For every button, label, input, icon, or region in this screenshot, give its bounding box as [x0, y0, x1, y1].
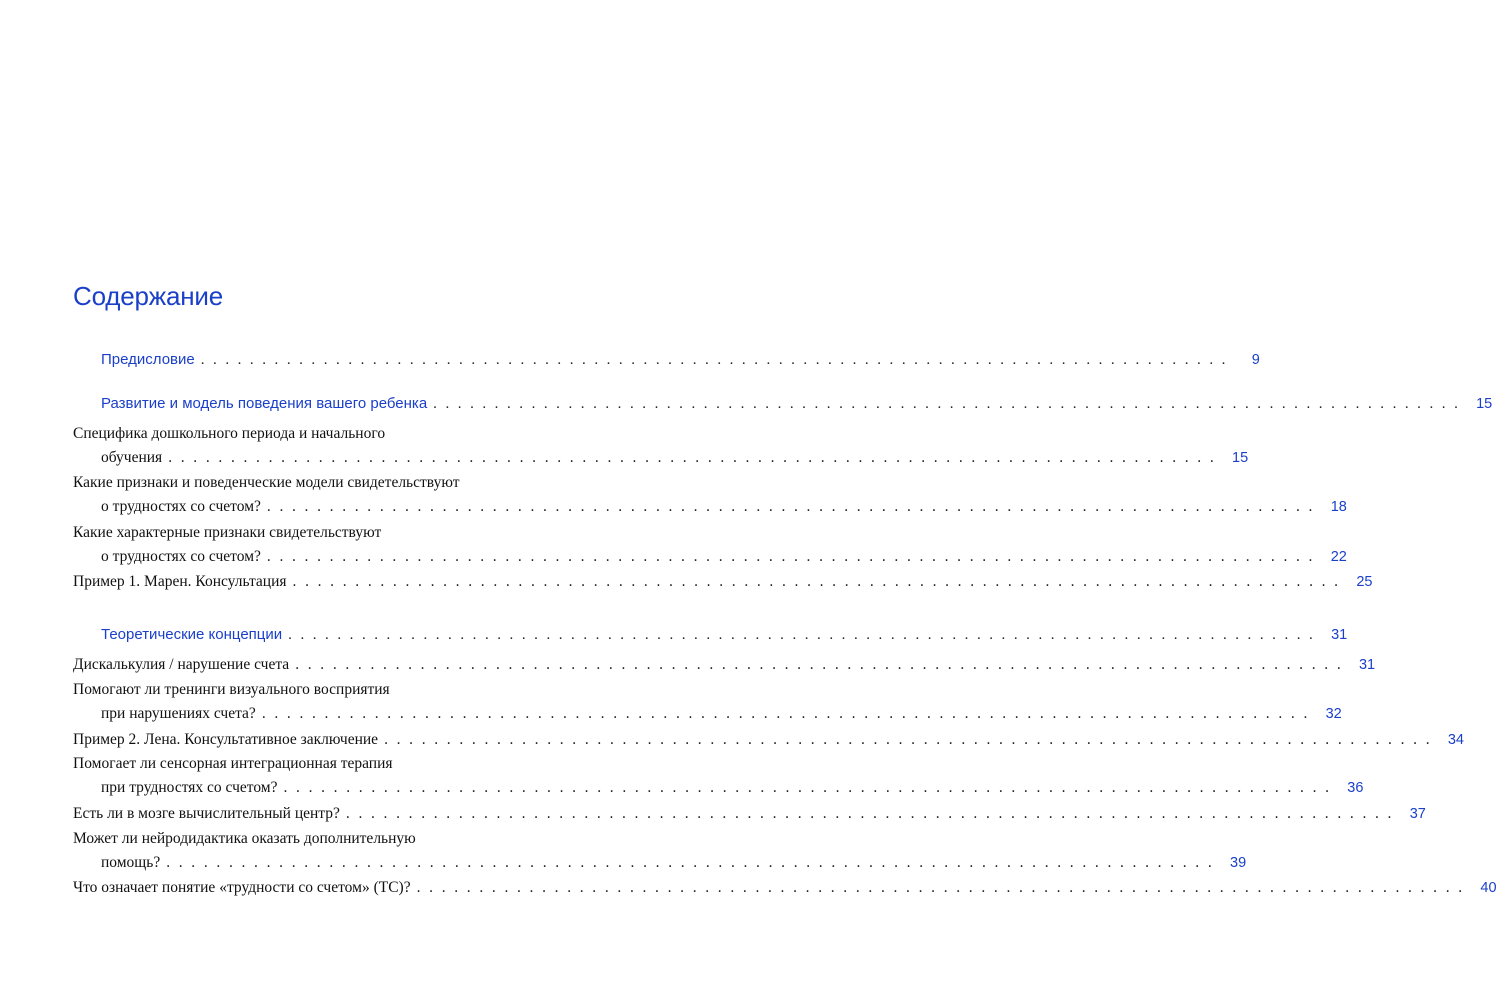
toc-leader-dots: . . . . . . . . . . . . . . . . . . . . . . . . . . . . . . . . . . . . . . . . . . . . . . . . . . . . . . . . . . . . . . . . . . . . . . . . . . . . . . . . . . . . [266, 548, 1315, 565]
toc-entry[interactable] [73, 752, 1364, 800]
toc-leader-dots: . . . . . . . . . . . . . . . . . . . . . . . . . . . . . . . . . . . . . . . . . . . . . . . . . . . . . . . . . . . . . . . . . . . . . . . . . . . . . . . . . . . . [266, 498, 1315, 515]
toc-leader-dots: . . . . . . . . . . . . . . . . . . . . . . . . . . . . . . . . . . . . . . . . . . . . . . . . . . . . . . . . . . . . . . . . . . . . . . . . . . . . . . . . . . . . [166, 854, 1215, 871]
toc-entry-title: Предисловие [101, 351, 195, 368]
toc-entry-title: Что означает понятие «трудности со счетом» (ТС)? [73, 879, 411, 896]
toc-entry-title-line2: помощь? [101, 854, 161, 871]
toc-entry-title-line2: о трудностях со счетом? [101, 548, 261, 565]
toc-page-number: 40 [1480, 880, 1497, 896]
toc-entry[interactable] [73, 653, 1376, 677]
toc-entry-title: Пример 1. Марен. Консультация [73, 573, 287, 590]
toc-page-number: 36 [1347, 780, 1364, 796]
toc-leader-dots: . . . . . . . . . . . . . . . . . . . . . . . . . . . . . . . . . . . . . . . . . . . . . . . . . . . . . . . . . . . . . . . . . . . . . . . . . . . . . . . . . . . . [416, 879, 1465, 896]
toc-page-number: 34 [1447, 732, 1464, 748]
toc-leader-dots: . . . . . . . . . . . . . . . . . . . . . . . . . . . . . . . . . . . . . . . . . . . . . . . . . . . . . . . . . . . . . . . . . . . . . . . . . . . . . . . . . . . . [261, 705, 1310, 722]
toc-page-number: 25 [1356, 574, 1373, 590]
toc-entry[interactable] [73, 802, 1426, 826]
toc-entry-title-line1: Помогает ли сенсорная интеграционная терапия [73, 755, 393, 772]
toc-entry-title: Теоретические концепции [101, 626, 283, 643]
toc-entry-title-line1: Какие признаки и поведенческие модели свидетельствуют [73, 474, 460, 491]
toc-leader-dots: . . . . . . . . . . . . . . . . . . . . . . . . . . . . . . . . . . . . . . . . . . . . . . . . . . . . . . . . . . . . . . . . . . . . . . . . . . . . . . . . . . . . [288, 627, 1316, 643]
toc-page-number: 18 [1330, 499, 1347, 515]
toc-leader-dots: . . . . . . . . . . . . . . . . . . . . . . . . . . . . . . . . . . . . . . . . . . . . . . . . . . . . . . . . . . . . . . . . . . . . . . . . . . . . . . . . . . . . [345, 805, 1394, 822]
toc-page-number: 15 [1232, 450, 1249, 466]
toc-leader-dots: . . . . . . . . . . . . . . . . . . . . . . . . . . . . . . . . . . . . . . . . . . . . . . . . . . . . . . . . . . . . . . . . . . . . . . . . . . . . . . . . . . . . [292, 573, 1341, 590]
toc-leader-dots: . . . . . . . . . . . . . . . . . . . . . . . . . . . . . . . . . . . . . . . . . . . . . . . . . . . . . . . . . . . . . . . . . . . . . . . . . . . . . . . . . . . . [384, 731, 1432, 748]
toc-entry-title-line2: при нарушениях счета? [101, 705, 256, 722]
toc-entry[interactable] [73, 471, 1347, 519]
toc-entry-section[interactable] [73, 348, 1260, 372]
toc-entry[interactable] [73, 827, 1247, 875]
toc-page-number: 32 [1325, 706, 1342, 722]
toc-entry-title: Развитие и модель поведения вашего ребенка [101, 395, 428, 412]
toc-entry[interactable] [73, 422, 1249, 470]
toc-leader-dots: . . . . . . . . . . . . . . . . . . . . . . . . . . . . . . . . . . . . . . . . . . . . . . . . . . . . . . . . . . . . . . . . . . . . . . . . . . . . . . . . . . . . [200, 352, 1228, 368]
toc-page-number: 37 [1409, 806, 1426, 822]
toc-entry[interactable] [73, 876, 1497, 900]
toc-entry-title-line1: Может ли нейродидактика оказать дополнительную [73, 830, 416, 847]
toc-page-number: 31 [1331, 627, 1348, 643]
toc-page-number: 22 [1330, 549, 1347, 565]
toc-entry-section[interactable] [73, 392, 1493, 416]
page-title: Содержание [73, 281, 223, 311]
toc-entry[interactable] [73, 570, 1373, 594]
toc-entry-title-line2: при трудностях со счетом? [101, 779, 278, 796]
toc-leader-dots: . . . . . . . . . . . . . . . . . . . . . . . . . . . . . . . . . . . . . . . . . . . . . . . . . . . . . . . . . . . . . . . . . . . . . . . . . . . . . . . . . . . . [433, 396, 1461, 412]
toc-leader-dots: . . . . . . . . . . . . . . . . . . . . . . . . . . . . . . . . . . . . . . . . . . . . . . . . . . . . . . . . . . . . . . . . . . . . . . . . . . . . . . . . . . . . [283, 779, 1332, 796]
toc-entry-title-line2: о трудностях со счетом? [101, 498, 261, 515]
toc-page-number: 31 [1358, 657, 1376, 673]
toc-entry[interactable] [73, 521, 1347, 569]
toc-entry-title: Дискалькулия / нарушение счета [73, 656, 290, 673]
toc-leader-dots: . . . . . . . . . . . . . . . . . . . . . . . . . . . . . . . . . . . . . . . . . . . . . . . . . . . . . . . . . . . . . . . . . . . . . . . . . . . . . . . . . . . . [295, 656, 1344, 673]
toc-entry-title-line1: Какие характерные признаки свидетельствуют [73, 524, 382, 541]
toc-entry-title: Пример 2. Лена. Консультативное заключение [73, 731, 379, 748]
toc-entry-title-line1: Помогают ли тренинги визуального восприятия [73, 681, 390, 698]
toc-entry-title-line1: Специфика дошкольного периода и начального [73, 425, 386, 442]
toc-entry-section[interactable] [73, 623, 1348, 647]
toc-page-number: 9 [1251, 352, 1260, 368]
toc-entry-title-line2: обучения [101, 449, 163, 466]
toc-entry[interactable] [73, 728, 1464, 752]
toc-entry-title: Есть ли в мозге вычислительный центр? [73, 805, 340, 822]
toc-leader-dots: . . . . . . . . . . . . . . . . . . . . . . . . . . . . . . . . . . . . . . . . . . . . . . . . . . . . . . . . . . . . . . . . . . . . . . . . . . . . . . . . . . . . [168, 449, 1217, 466]
toc-entry[interactable] [73, 678, 1342, 726]
toc-page-number: 15 [1476, 396, 1493, 412]
toc-page-number: 39 [1230, 855, 1247, 871]
